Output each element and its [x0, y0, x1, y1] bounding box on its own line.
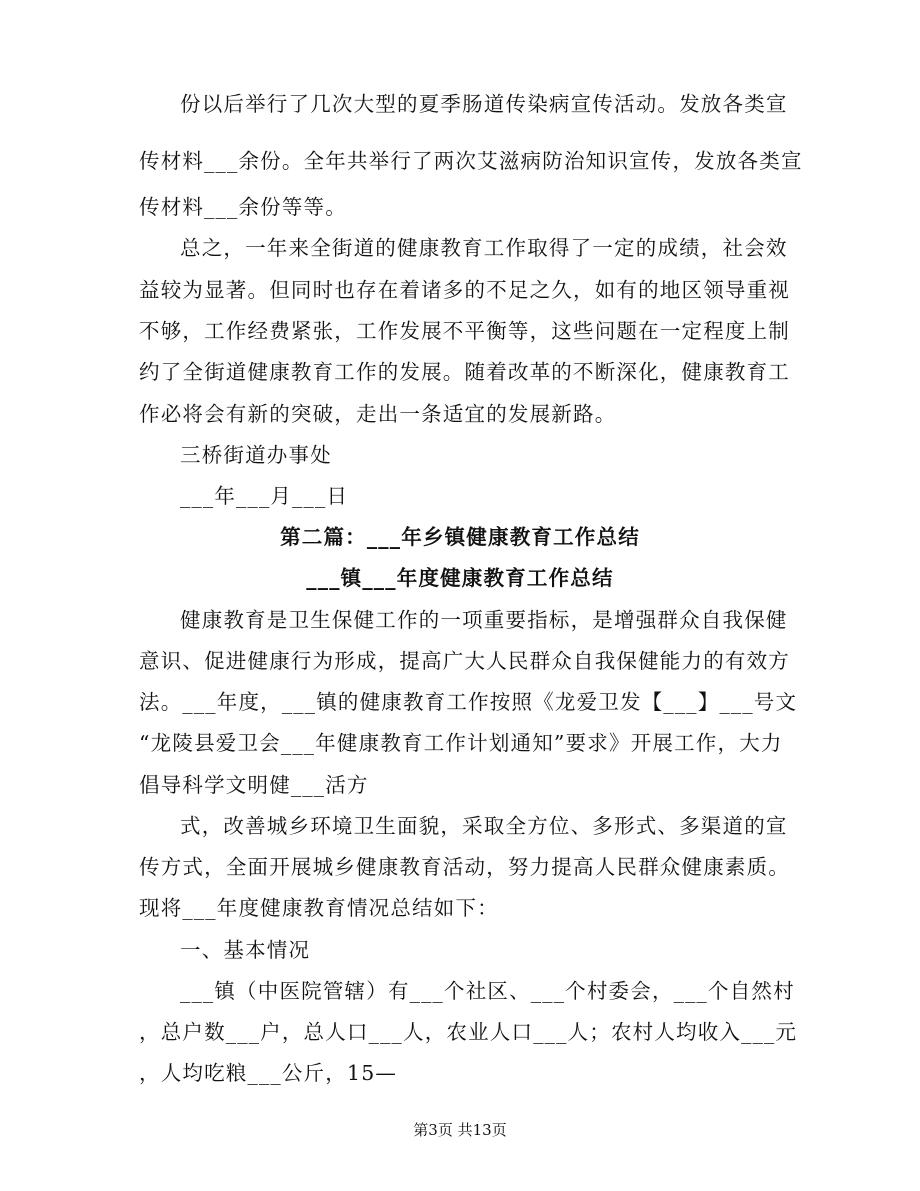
paragraph-line: 传材料___余份。全年共举行了两次艾滋病防治知识宣传，发放各类宣: [139, 149, 803, 173]
page-number: 第3页 共13页: [413, 1121, 507, 1139]
paragraph-line: 式，改善城乡环境卫生面貌，采取全方位、多形式、多渠道的宣: [180, 814, 788, 838]
paragraph-line: “龙陵县爱卫会___年健康教育工作计划通知”要求》开展工作，大力: [139, 731, 783, 755]
paragraph-line: 法。___年度，___镇的健康教育工作按照《龙爱卫发【___】___号文: [139, 690, 798, 714]
paragraph-line: 现将___年度健康教育情况总结如下：: [139, 896, 499, 920]
paragraph-line: 作必将会有新的突破，走出一条适宜的发展新路。: [139, 402, 617, 426]
paragraph-line: 约了全街道健康教育工作的发展。随着改革的不断深化，健康教育工: [139, 360, 790, 384]
paragraph-line: 健康教育是卫生保健工作的一项重要指标，是增强群众自我保健: [180, 608, 788, 632]
paragraph-line: ，总户数___户，总人口___人，农业人口___人；农村人均收入___元: [139, 1020, 798, 1044]
paragraph-line: ___镇（中医院管辖）有___个社区、___个村委会，___个自然村: [180, 979, 795, 1003]
paragraph-line: 不够，工作经费紧张，工作发展不平衡等，这些问题在一定程度上制: [139, 319, 790, 343]
paragraph-line: ，人均吃粮___公斤，15—: [139, 1061, 398, 1085]
subsection-heading: 一、基本情况: [180, 938, 311, 962]
paragraph-line: 份以后举行了几次大型的夏季肠道传染病宣传活动。发放各类宣: [180, 92, 788, 116]
paragraph-line: 传材料___余份等等。: [139, 195, 347, 219]
paragraph-line: 益较为显著。但同时也存在着诸多的不足之久，如有的地区领导重视: [139, 278, 790, 302]
document-title: ___镇___年度健康教育工作总结: [306, 566, 614, 590]
paragraph-line: 意识、促进健康行为形成，提高广大人民群众自我保健能力的有效方: [139, 649, 790, 673]
date-line: ___年___月___日: [180, 484, 349, 508]
paragraph-line: 总之，一年来全街道的健康教育工作取得了一定的成绩，社会效: [180, 236, 788, 260]
signature-line: 三桥街道办事处: [180, 443, 332, 467]
paragraph-line: 倡导科学文明健___活方: [139, 773, 369, 797]
paragraph-line: 传方式，全面开展城乡健康教育活动，努力提高人民群众健康素质。: [139, 855, 790, 879]
section-heading: 第二篇：___年乡镇健康教育工作总结: [280, 525, 640, 549]
